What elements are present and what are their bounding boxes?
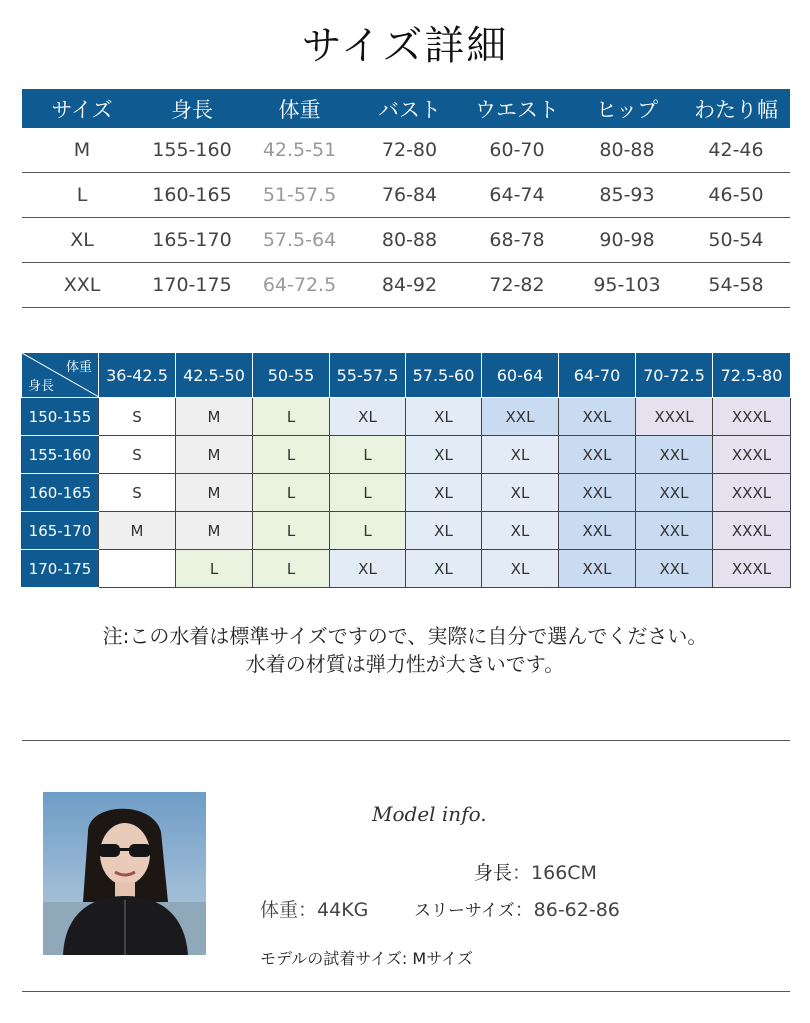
size-table-cell: 155-160 bbox=[142, 128, 242, 173]
model-photo bbox=[43, 792, 206, 955]
size-chart-cell: L bbox=[253, 436, 330, 474]
size-chart-cell: XL bbox=[330, 398, 406, 436]
size-chart-cell: XL bbox=[406, 398, 482, 436]
note-line-2: 水着の材質は弾力性が大きいです。 bbox=[245, 652, 565, 676]
divider-bottom bbox=[22, 991, 790, 992]
size-chart-body bbox=[22, 398, 791, 588]
size-chart-cell: XXL bbox=[559, 436, 636, 474]
model-height bbox=[474, 858, 597, 885]
size-chart-cell: XXXL bbox=[713, 436, 791, 474]
model-measurements bbox=[414, 895, 620, 922]
size-chart-cell: XL bbox=[406, 436, 482, 474]
size-chart-cell: XXL bbox=[636, 474, 713, 512]
size-chart-cell: L bbox=[330, 474, 406, 512]
size-chart-cell: XXL bbox=[559, 512, 636, 550]
size-chart-cell: S bbox=[99, 436, 176, 474]
height-row-header: 155-160 bbox=[22, 436, 99, 474]
size-table-body bbox=[22, 128, 790, 308]
size-table-cell: 84-92 bbox=[357, 263, 462, 308]
size-table-cell: 46-50 bbox=[682, 173, 790, 218]
size-chart-cell: XL bbox=[406, 474, 482, 512]
size-chart-cell: M bbox=[176, 474, 253, 512]
table-row bbox=[22, 173, 790, 218]
size-chart-cell: M bbox=[176, 398, 253, 436]
weight-column-header: 57.5-60 bbox=[406, 353, 482, 398]
size-chart-cell: M bbox=[176, 436, 253, 474]
size-chart-table bbox=[21, 352, 791, 588]
size-table-header-cell: 体重 bbox=[242, 89, 357, 128]
size-chart-cell: L bbox=[330, 436, 406, 474]
size-table-cell: 165-170 bbox=[142, 218, 242, 263]
height-row-header: 170-175 bbox=[22, 550, 99, 588]
size-chart-cell: L bbox=[253, 398, 330, 436]
size-table bbox=[22, 89, 790, 308]
table-row bbox=[22, 436, 791, 474]
model-height-label: 身長 bbox=[474, 862, 513, 884]
weight-column-header: 55-57.5 bbox=[330, 353, 406, 398]
size-table-cell: 57.5-64 bbox=[242, 218, 357, 263]
corner-height-label: 身長 bbox=[28, 379, 55, 394]
size-table-cell: XXL bbox=[22, 263, 142, 308]
weight-column-header: 72.5-80 bbox=[713, 353, 791, 398]
height-row-header: 165-170 bbox=[22, 512, 99, 550]
size-chart-cell: XXXL bbox=[713, 474, 791, 512]
model-weight-label: 体重 bbox=[260, 899, 299, 921]
table-row bbox=[22, 263, 790, 308]
size-table-cell: 76-84 bbox=[357, 173, 462, 218]
size-table-cell: 170-175 bbox=[142, 263, 242, 308]
size-chart-cell: XXL bbox=[559, 550, 636, 588]
size-table-cell: 80-88 bbox=[572, 128, 682, 173]
height-row-header: 160-165 bbox=[22, 474, 99, 512]
size-chart-cell: L bbox=[253, 474, 330, 512]
size-table-header-cell: 身長 bbox=[142, 89, 242, 128]
size-chart-cell: XL bbox=[482, 550, 559, 588]
weight-column-header: 36-42.5 bbox=[99, 353, 176, 398]
size-chart-cell: XXXL bbox=[713, 550, 791, 588]
size-table-cell: 68-78 bbox=[462, 218, 572, 263]
size-chart-cell: M bbox=[99, 512, 176, 550]
size-table-cell: 160-165 bbox=[142, 173, 242, 218]
size-chart-cell: XXL bbox=[559, 474, 636, 512]
model-info-title: Model info. bbox=[372, 802, 487, 826]
weight-column-header: 50-55 bbox=[253, 353, 330, 398]
size-chart-cell: M bbox=[176, 512, 253, 550]
size-table-header-cell: わたり幅 bbox=[682, 89, 790, 128]
size-table-cell: L bbox=[22, 173, 142, 218]
page-title: サイズ詳細 bbox=[301, 23, 509, 69]
size-chart-cell bbox=[99, 550, 176, 588]
size-table-cell: M bbox=[22, 128, 142, 173]
size-table-header-cell: ヒップ bbox=[572, 89, 682, 128]
size-table-cell: 54-58 bbox=[682, 263, 790, 308]
size-chart-cell: L bbox=[176, 550, 253, 588]
size-chart-cell: XXL bbox=[482, 398, 559, 436]
size-chart-cell: S bbox=[99, 474, 176, 512]
size-chart-cell: XXXL bbox=[713, 512, 791, 550]
weight-column-header: 42.5-50 bbox=[176, 353, 253, 398]
size-chart-header bbox=[22, 353, 791, 398]
size-chart-cell: XL bbox=[406, 550, 482, 588]
table-row bbox=[22, 474, 791, 512]
model-measurements-label: スリーサイズ bbox=[414, 901, 515, 921]
size-chart-cell: XXL bbox=[636, 550, 713, 588]
size-chart-cell: XXXL bbox=[636, 398, 713, 436]
size-table-cell: 95-103 bbox=[572, 263, 682, 308]
size-table-cell: 50-54 bbox=[682, 218, 790, 263]
size-table-cell: 72-80 bbox=[357, 128, 462, 173]
size-table-cell: 64-74 bbox=[462, 173, 572, 218]
weight-column-header: 70-72.5 bbox=[636, 353, 713, 398]
table-row bbox=[22, 512, 791, 550]
size-table-cell: 42.5-51 bbox=[242, 128, 357, 173]
model-measurements-value: ：86-62-86 bbox=[514, 899, 620, 921]
table-row bbox=[22, 550, 791, 588]
size-chart-cell: XXL bbox=[559, 398, 636, 436]
size-table-cell: 90-98 bbox=[572, 218, 682, 263]
divider-top bbox=[22, 740, 790, 741]
size-chart-cell: L bbox=[253, 512, 330, 550]
size-chart-cell: XL bbox=[330, 550, 406, 588]
size-table-cell: 51-57.5 bbox=[242, 173, 357, 218]
size-chart-cell: L bbox=[330, 512, 406, 550]
table-row bbox=[22, 218, 790, 263]
size-table-header bbox=[22, 89, 790, 128]
size-table-header-cell: サイズ bbox=[22, 89, 142, 128]
weight-column-header: 64-70 bbox=[559, 353, 636, 398]
model-weight-value: ：44KG bbox=[298, 899, 369, 921]
size-chart-corner bbox=[22, 353, 99, 398]
size-chart-cell: XL bbox=[406, 512, 482, 550]
table-row bbox=[22, 128, 790, 173]
model-weight bbox=[260, 895, 368, 922]
size-chart-cell: L bbox=[253, 550, 330, 588]
table-row bbox=[22, 398, 791, 436]
size-table-cell: 72-82 bbox=[462, 263, 572, 308]
size-table-cell: XL bbox=[22, 218, 142, 263]
model-trial-size: モデルの試着サイズ: Mサイズ bbox=[260, 949, 473, 968]
size-table-cell: 60-70 bbox=[462, 128, 572, 173]
model-height-value: ：166CM bbox=[512, 862, 597, 884]
size-chart-cell: XXXL bbox=[713, 398, 791, 436]
corner-weight-label: 体重 bbox=[65, 360, 92, 375]
size-table-cell: 64-72.5 bbox=[242, 263, 357, 308]
size-chart-cell: S bbox=[99, 398, 176, 436]
size-chart-cell: XXL bbox=[636, 512, 713, 550]
size-table-header-cell: ウエスト bbox=[462, 89, 572, 128]
note-line-1: 注:この水着は標準サイズですので、実際に自分で選んでください。 bbox=[102, 624, 708, 648]
weight-column-header: 60-64 bbox=[482, 353, 559, 398]
height-row-header: 150-155 bbox=[22, 398, 99, 436]
size-table-cell: 42-46 bbox=[682, 128, 790, 173]
size-table-cell: 80-88 bbox=[357, 218, 462, 263]
size-chart-cell: XL bbox=[482, 436, 559, 474]
size-chart-cell: XL bbox=[482, 474, 559, 512]
size-chart-cell: XXL bbox=[636, 436, 713, 474]
size-chart-cell: XL bbox=[482, 512, 559, 550]
size-table-cell: 85-93 bbox=[572, 173, 682, 218]
size-table-header-cell: バスト bbox=[357, 89, 462, 128]
